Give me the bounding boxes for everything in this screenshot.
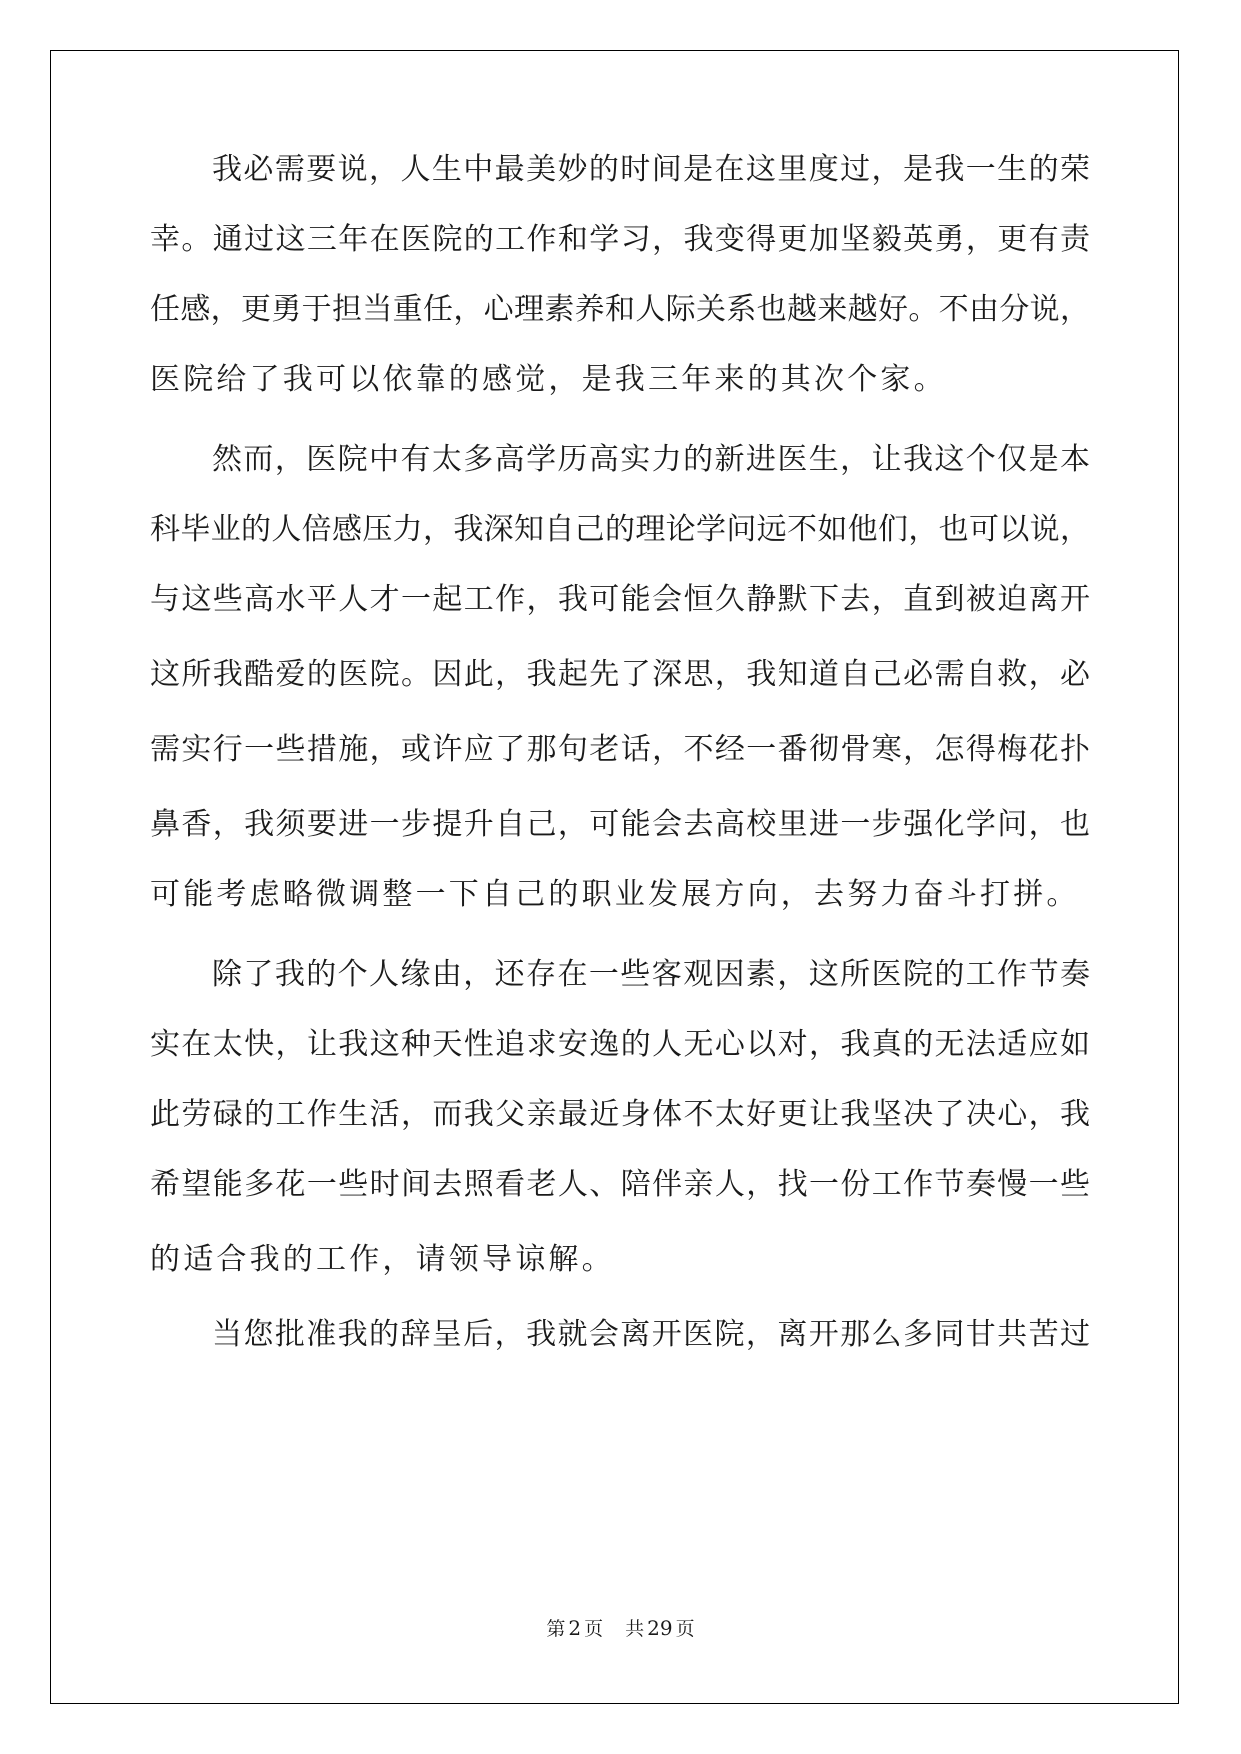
total-pages: 29: [647, 1616, 673, 1640]
footer-prefix: 第: [546, 1618, 566, 1640]
text-line: 科毕业的人倍感压力，我深知自己的理论学问远不如他们，也可以说，: [150, 512, 1090, 547]
footer-total-suffix: 页: [675, 1618, 695, 1640]
footer-page-suffix: 页: [584, 1618, 604, 1640]
text-line: 需实行一些措施，或许应了那句老话，不经一番彻骨寒，怎得梅花扑: [150, 732, 1090, 767]
text-line: 可能考虑略微调整一下自己的职业发展方向，去努力奋斗打拼。: [150, 877, 1080, 912]
text-line: 此劳碌的工作生活，而我父亲最近身体不太好更让我坚决了决心，我: [150, 1097, 1090, 1132]
text-line: 鼻香，我须要进一步提升自己，可能会去高校里进一步强化学问，也: [150, 807, 1090, 842]
text-line: 幸。通过这三年在医院的工作和学习，我变得更加坚毅英勇，更有责: [150, 222, 1090, 257]
text-line: 医院给了我可以依靠的感觉，是我三年来的其次个家。: [150, 362, 947, 397]
text-line: 当您批准我的辞呈后，我就会离开医院，离开那么多同甘共苦过: [212, 1317, 1090, 1352]
text-line: 与这些高水平人才一起工作，我可能会恒久静默下去，直到被迫离开: [150, 582, 1090, 617]
text-line: 然而，医院中有太多高学历高实力的新进医生，让我这个仅是本: [212, 442, 1090, 477]
text-line: 实在太快，让我这种天性追求安逸的人无心以对，我真的无法适应如: [150, 1027, 1090, 1062]
text-line: 除了我的个人缘由，还存在一些客观因素，这所医院的工作节奏: [212, 957, 1090, 992]
text-line: 这所我酷爱的医院。因此，我起先了深思，我知道自己必需自救，必: [150, 657, 1090, 692]
page-footer: [0, 1616, 1241, 1641]
text-line: 希望能多花一些时间去照看老人、陪伴亲人，找一份工作节奏慢一些: [150, 1167, 1090, 1202]
text-line: 的适合我的工作，请领导谅解。: [150, 1242, 615, 1277]
text-line: 我必需要说，人生中最美妙的时间是在这里度过，是我一生的荣: [212, 152, 1090, 187]
text-line: 任感，更勇于担当重任，心理素养和人际关系也越来越好。不由分说，: [150, 292, 1090, 327]
footer-total-prefix: 共: [625, 1618, 645, 1640]
page-number: 2: [568, 1616, 582, 1640]
